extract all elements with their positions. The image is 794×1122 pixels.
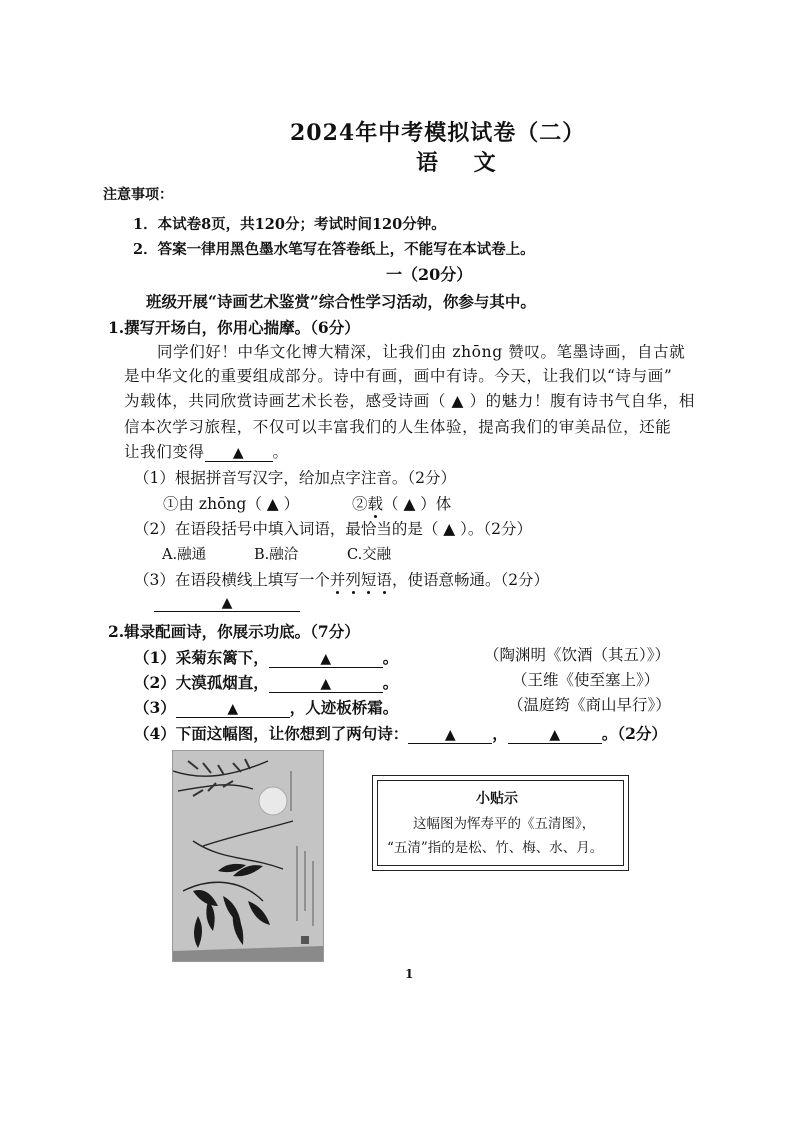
q2-line4-prefix: （4）下面这幅图，让你想到了两句诗： [134, 724, 409, 743]
exam-title: 2024年中考模拟试卷（二） [290, 120, 586, 146]
q1-sub3-title [134, 568, 549, 590]
dotted-char: 短 [360, 571, 377, 589]
q1-option-b[interactable]: B.融洽 [254, 547, 299, 563]
triangle-icon: ▲ [232, 445, 245, 461]
tip-title: 小贴示 [476, 791, 518, 807]
q2-title: 2.辑录配画诗，你展示功底。（7分） [108, 622, 360, 641]
subject-title: 语 文 [416, 150, 510, 176]
dotted-char: 语 [376, 571, 392, 589]
triangle-icon: ▲ [320, 676, 332, 692]
triangle-icon: ▲ [320, 651, 332, 667]
answer-blank[interactable] [269, 673, 383, 693]
page-number: 1 [405, 967, 414, 981]
q2-line-1-source: （陶渊明《饮酒（其五）》） [484, 646, 671, 664]
q1-sub1-b-prefix: ② [352, 495, 368, 513]
q1-paragraph-line-1: 同学们好！中华文化博大精深，让我们由 zhōng 赞叹。笔墨诗画，自古就 [157, 343, 686, 361]
q1-option-a[interactable]: A.融通 [162, 547, 207, 563]
tip-box [372, 775, 629, 871]
q2-line-4 [134, 722, 667, 744]
answer-blank[interactable] [176, 698, 290, 718]
q1-sub1-b-suffix: （ ▲ ）体 [383, 495, 452, 513]
q2-line-3 [134, 696, 398, 718]
q1-line5-prefix: 让我们变得 [124, 443, 205, 461]
triangle-icon: ▲ [549, 727, 561, 743]
dotted-char: 并 [329, 571, 346, 589]
q1-paragraph-line-3: 为载体，共同欣赏诗画艺术长卷，感受诗画（ ▲ ）的魅力！腹有诗书气自华，相 [124, 392, 695, 410]
notice-item-1: 1．本试卷8页，共120分；考试时间120分钟。 [133, 216, 446, 233]
q2-line4-comma: ， [492, 724, 508, 743]
answer-blank[interactable] [408, 724, 492, 744]
q1-sub1-b[interactable] [352, 492, 451, 514]
dotted-phrase [330, 571, 392, 589]
q2-line-2-source: （王维《使至塞上》） [512, 671, 660, 689]
q1-sub2-title: （2）在语段括号中填入词语，最恰当的是（ ▲ ）。（2分） [134, 520, 532, 538]
answer-blank[interactable] [269, 648, 383, 668]
notice-item-2: 2．答案一律用黑色墨水笔写在答卷纸上，不能写在本试卷上。 [133, 241, 535, 258]
q1-sub1-a[interactable]: ①由 zhōng（ ▲ ） [163, 495, 300, 513]
q2-line4-score: 。（2分） [601, 724, 667, 743]
triangle-icon: ▲ [444, 727, 456, 743]
tip-line-1: 这幅图为恽寿平的《五清图》， [413, 816, 596, 832]
notice-heading: 注意事项： [103, 187, 173, 203]
painting-svg [173, 751, 323, 961]
q2-line2-prefix: （2）大漠孤烟直， [134, 673, 269, 692]
q2-line3-suffix: ，人迹板桥霜。 [289, 698, 399, 717]
section-heading: 一（20分） [386, 265, 473, 284]
q2-line2-period: 。 [382, 673, 399, 692]
q1-line5-suffix: 。 [272, 443, 289, 461]
q1-sub3-prefix: （3）在语段横线上填写一个 [134, 571, 330, 589]
q1-title: 1.撰写开场白，你用心揣摩。（6分） [108, 318, 360, 337]
q1-paragraph-line-2: 是中华文化的重要组成部分。诗中有画，画中有诗。今天，让我们以“诗与画” [124, 367, 673, 385]
answer-blank[interactable] [508, 724, 602, 744]
q2-line-3-source: （温庭筠《商山早行》） [508, 696, 671, 714]
tip-line-2: “五清”指的是松、竹、梅、水、月。 [387, 840, 604, 856]
q1-sub3-suffix: ，使语意畅通。（2分） [391, 571, 550, 589]
triangle-icon: ▲ [227, 701, 239, 717]
q1-sub1-title: （1）根据拼音写汉字，给加点字注音。（2分） [134, 469, 456, 487]
answer-blank[interactable] [154, 592, 300, 612]
q1-sub3-answer-line[interactable] [154, 592, 300, 612]
q1-paragraph-line-5 [124, 440, 289, 462]
q1-paragraph-line-4: 信本次学习旅程，不仅可以丰富我们的人生体验，提高我们的审美品位，还能 [124, 418, 672, 436]
triangle-icon: ▲ [221, 595, 233, 611]
q1-option-c[interactable]: C.交融 [347, 547, 392, 563]
q2-line-1 [134, 646, 398, 668]
dotted-char: 载 [367, 495, 384, 513]
q2-line3-prefix: （3） [134, 698, 176, 717]
q2-line1-period: 。 [382, 648, 399, 667]
q2-line1-prefix: （1）采菊东篱下， [134, 648, 269, 667]
section-intro: 班级开展“诗画艺术鉴赏”综合性学习活动，你参与其中。 [146, 292, 536, 311]
five-purities-painting [172, 750, 324, 962]
q2-line-2 [134, 671, 398, 693]
q1-fill-blank[interactable] [205, 443, 273, 462]
dotted-char: 列 [345, 571, 361, 589]
